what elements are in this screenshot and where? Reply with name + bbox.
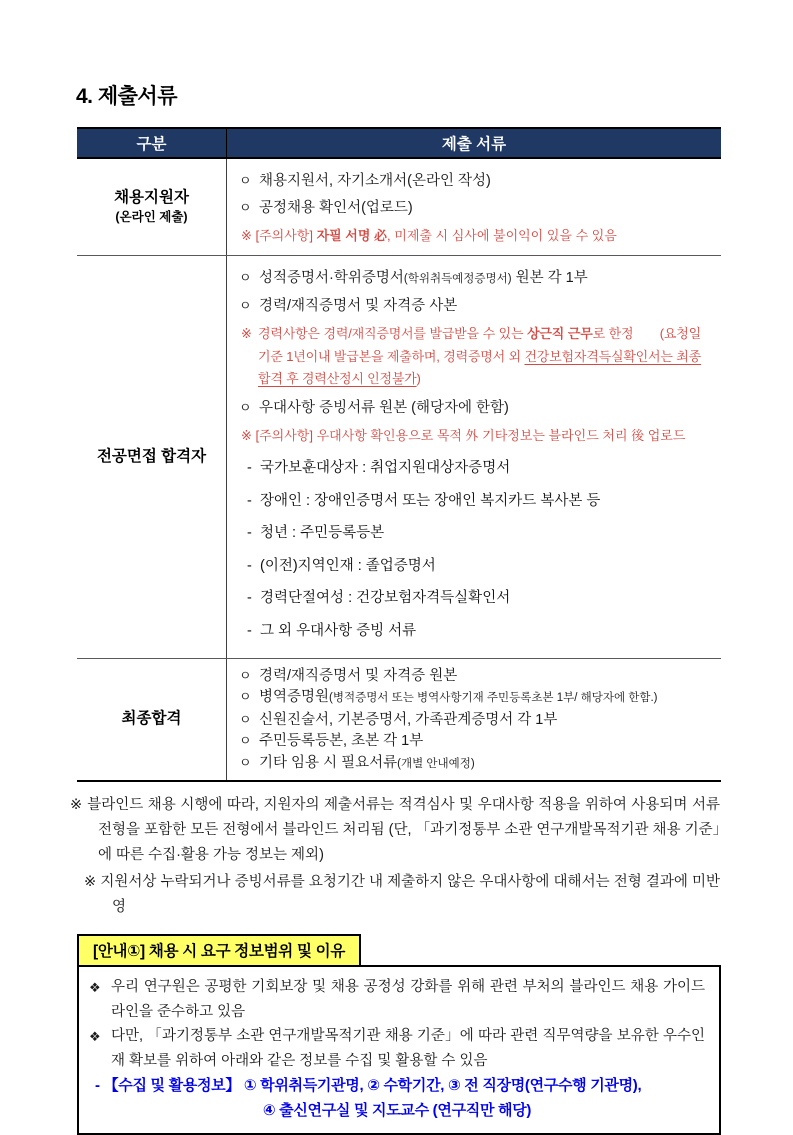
table-row-final-pass [77,659,721,780]
circle-bullet-icon: ㅇ [239,200,252,215]
dash-bullet-icon: - [247,460,252,476]
bullet-item-text: 신원진술서, 기본증명서, 가족관계증명서 각 1부 [259,711,558,728]
bullet-item [239,171,713,191]
dash-item-text: 경력단절여성 : 건강보험자격득실확인서 [260,590,511,606]
bullet-item [239,198,713,218]
dash-bullet-icon: - [247,492,252,509]
bullet-item [239,268,713,289]
row-label-interview-passer [77,256,227,658]
item-small-text: (개별 안내예정) [397,757,475,770]
info-bullet-text: 우리 연구원은 공평한 기회보장 및 채용 공정성 강화를 위해 관련 부처의 블라인드 채용 가이드라인을 준수하고 있음 [111,979,705,1020]
info-box-title: [안내①] 채용 시 요구 정보범위 및 이유 [77,934,361,967]
row-content-interview-passer [227,256,721,658]
column-header-documents: 제출 서류 [441,136,507,153]
caution-note-bold: 자필 서명 必 [316,228,388,243]
footnote-blind-hiring: ※ 블라인드 채용 시행에 따라, 지원자의 제출서류는 적격심사 및 우대사항 적용을 위하여 사용되며 서류전형을 포함한 모든 전형에서 블라인드 처리됨 (단, 「과기정통부 소관 연구개발목적기관 채용 기준」에 따른 수집·활용 가능 정보는 제외) [70,797,720,863]
collected-info-line1: - 【수집 및 활용정보】 ① 학위취득기관명, ② 수학기간, ③ 전 직장명(연구수행 기관명), [95,1077,642,1094]
circle-bullet-icon: ㅇ [239,754,252,770]
bullet-item-text [259,753,475,774]
note-run-bold: 상근직 근무 [527,326,593,341]
table-row-interview-passer [77,256,721,659]
item-small-text: (병적증명서 또는 병역사항기재 주민등록초본 1부/ 해당자에 한함.) [329,692,658,704]
submission-documents-table [77,127,721,782]
dash-bullet-icon: - [247,590,252,606]
info-bullet-text: 다만, 「과기정통부 소관 연구개발목적기관 채용 기준」에 따라 관련 직무역량을 보유한 우수인재 확보를 위하여 아래와 같은 정보를 수집 및 활용할 수 있음 [111,1028,705,1069]
dash-item-text: 국가보훈대상자 : 취업지원대상자증명서 [260,460,511,476]
blind-processing-note: ※ [주의사항] 우대사항 확인용으로 목적 外 기타정보는 블라인드 처리 後 업로드 [241,427,686,443]
info-bullet-guideline [89,975,705,1024]
bullet-item-text [259,687,658,708]
row-label-subtext: (온라인 제출) [115,210,188,225]
bullet-item [239,731,713,751]
bullet-item-text: 경력/재직증명서 및 자격증 원본 [259,667,458,684]
item-small-text: (학위취득예정증명서) [403,273,512,285]
row-label-text: 전공면접 합격자 [96,447,207,465]
item-main-text: 원본 각 1부 [511,270,588,286]
collected-info-line2: ④ 출신연구실 및 지도교수 (연구직만 해당) [262,1102,532,1119]
row-content-final-pass [227,659,721,780]
career-restriction-note-text [258,323,701,391]
bullet-item [239,710,713,730]
caution-note-rest: , 미제출 시 심사에 불이익이 있을 수 있음 [387,228,617,243]
bullet-item [239,296,713,316]
dash-item-text: (이전)지역인재 : 졸업증명서 [260,557,436,574]
bullet-item-text: 경력/재직증명서 및 자격증 사본 [259,298,458,314]
row-label-text: 최종합격 [121,710,182,728]
dash-item [247,523,713,543]
info-box [77,965,721,1135]
circle-bullet-icon: ㅇ [239,298,252,313]
circle-bullet-icon: ㅇ [239,711,252,727]
caution-note-prefix: ※ [주의사항] [241,228,317,243]
dash-bullet-icon: - [247,622,252,639]
row-label-applicant [77,159,227,255]
circle-bullet-icon: ㅇ [239,399,252,415]
bullet-item [239,398,713,418]
bullet-item-text: 우대사항 증빙서류 원본 (해당자에 한함) [259,399,509,416]
bullet-item-text [259,268,588,289]
item-main-text: 기타 임용 시 필요서류 [259,754,398,771]
caution-note [241,225,713,246]
note-run-underline: 건강보험자격득실확인서는 최종합격 후 경력산정시 인정불가 [258,348,701,386]
circle-bullet-icon: ㅇ [239,667,252,683]
item-main-text: 병역증명원 [259,689,330,705]
footnote-missing-docs: ※ 지원서상 누락되거나 증빙서류를 요청기간 내 제출하지 않은 우대사항에 대해서는 전형 결과에 미반영 [84,874,720,915]
circle-bullet-icon: ㅇ [239,689,252,704]
page-title: 4. 제출서류 [76,85,177,108]
bullet-item [239,687,713,708]
bullet-item-text: 주민등록등본, 초본 각 1부 [259,733,424,749]
bullet-item [239,753,713,774]
row-label-text: 채용지원자 [114,189,189,207]
bullet-item-text: 공정채용 확인서(업로드) [259,200,413,216]
dash-item [247,458,713,478]
table-row-applicant [77,159,721,256]
career-restriction-note [241,323,713,391]
circle-bullet-icon: ㅇ [239,173,252,188]
circle-bullet-icon: ㅇ [239,733,252,748]
row-content-applicant [227,159,721,255]
reference-mark-icon: ※ [241,326,252,341]
dash-item-text: 그 외 우대사항 증빙 서류 [260,622,417,639]
table-header-row [77,129,721,159]
dash-item [247,621,713,641]
circle-bullet-icon: ㅇ [239,270,252,285]
diamond-bullet-icon: ❖ [89,980,101,995]
note-run: 로 한정 (요청일 기준 1년이내 발급본을 제출하며, 경력증명서 외 [258,326,701,364]
diamond-bullet-icon: ❖ [89,1029,101,1044]
column-header-category: 구분 [77,129,227,157]
dash-bullet-icon: - [247,525,252,541]
dash-item-text: 장애인 : 장애인증명서 또는 장애인 복지카드 복사본 등 [260,492,601,509]
dash-item [247,588,713,608]
dash-item [247,491,713,511]
dash-item-text: 청년 : 주민등록등본 [260,525,385,541]
note-run: ) [416,371,421,386]
info-bullet-exception [89,1024,705,1073]
row-label-final-pass [77,659,227,780]
dash-item [247,556,713,576]
bullet-item [239,666,713,686]
note-run: 경력사항은 경력/재직증명서를 발급받을 수 있는 [258,326,528,341]
dash-bullet-icon: - [247,557,252,574]
bullet-item-text: 채용지원서, 자기소개서(온라인 작성) [259,173,491,189]
item-main-text: 성적증명서·학위증명서 [259,270,404,286]
